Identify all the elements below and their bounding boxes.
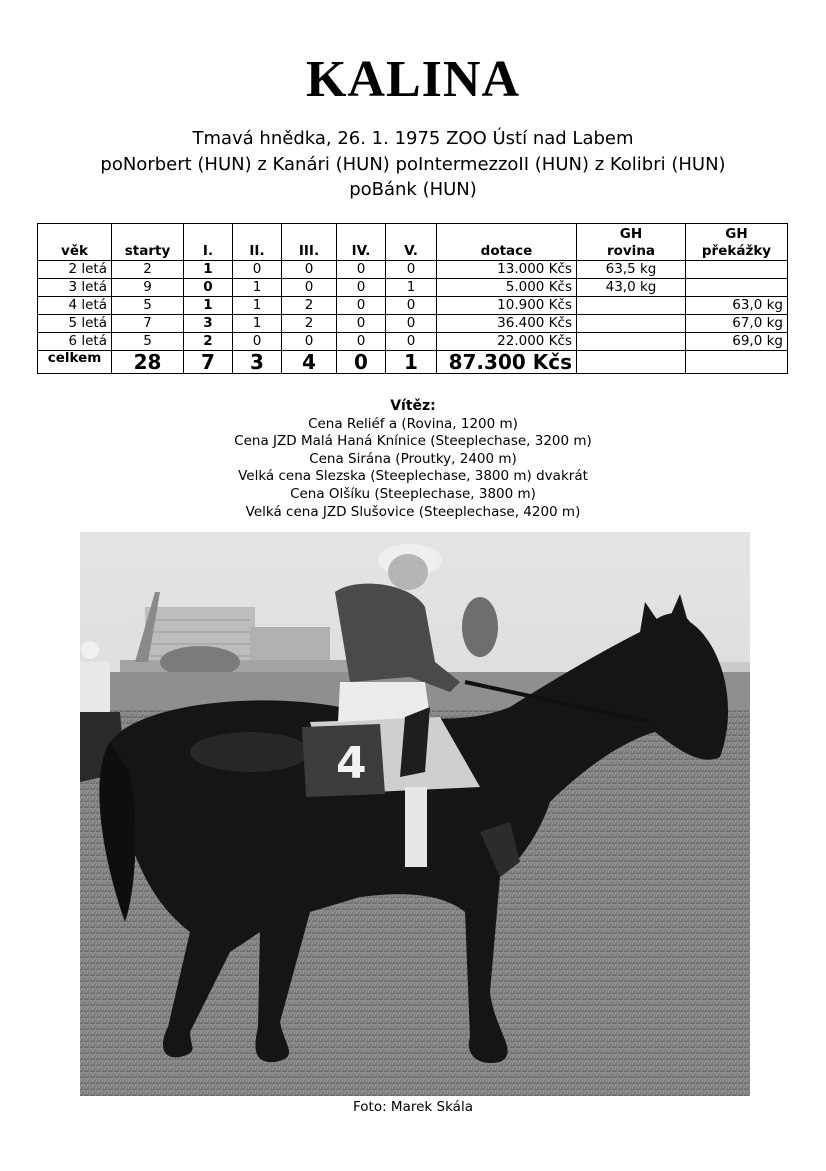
- table-cell: 0: [386, 333, 437, 351]
- table-cell: 63,5 kg: [577, 261, 686, 279]
- table-row: [38, 297, 788, 315]
- table-cell: 1: [233, 315, 282, 333]
- victory-item: Cena Reliéf a (Rovina, 1200 m): [308, 415, 518, 432]
- header-fourth: IV.: [337, 224, 386, 261]
- table-cell: 9: [112, 279, 184, 297]
- table-cell: 7: [112, 315, 184, 333]
- table-cell: [577, 297, 686, 315]
- victory-item: Velká cena JZD Slušovice (Steeplechase, 4200 m): [245, 503, 581, 520]
- header-prize: dotace: [437, 224, 577, 261]
- table-cell: 2 letá: [38, 261, 112, 279]
- pedigree-line-2: poBánk (HUN): [349, 179, 477, 200]
- race-record-table: [37, 223, 788, 374]
- total-cell: celkem: [38, 351, 112, 374]
- table-cell: 3 letá: [38, 279, 112, 297]
- table-cell: 0: [337, 297, 386, 315]
- header-gh-flat: GH rovina: [577, 224, 686, 261]
- total-cell: 28: [112, 351, 184, 374]
- table-cell: 0: [233, 261, 282, 279]
- table-cell: 0: [233, 333, 282, 351]
- total-cell: 7: [184, 351, 233, 374]
- table-cell: 5 letá: [38, 315, 112, 333]
- table-cell: 5: [112, 297, 184, 315]
- header-second: II.: [233, 224, 282, 261]
- table-cell: 2: [282, 315, 337, 333]
- table-header-row: [38, 224, 788, 261]
- pedigree-line: poNorbert (HUN) z Kanári (HUN) poIntermezzoII (HUN) z Kolibri (HUN): [100, 154, 726, 175]
- table-cell: [577, 315, 686, 333]
- table-cell: 0: [337, 315, 386, 333]
- table-cell: 0: [282, 279, 337, 297]
- table-total-row: [38, 351, 788, 374]
- victory-item: Cena Sirána (Proutky, 2400 m): [309, 450, 517, 467]
- table-cell: 0: [337, 333, 386, 351]
- horse-info-line: Tmavá hnědka, 26. 1. 1975 ZOO Ústí nad Labem: [192, 128, 634, 149]
- table-cell: 2: [112, 261, 184, 279]
- victory-item: Cena JZD Malá Haná Knínice (Steeplechase, 3200 m): [234, 433, 592, 450]
- table-cell: 5.000 Kčs: [437, 279, 577, 297]
- table-cell: [686, 279, 788, 297]
- table-row: [38, 261, 788, 279]
- table-cell: 6 letá: [38, 333, 112, 351]
- table-cell: 0: [386, 261, 437, 279]
- table-cell: 0: [184, 279, 233, 297]
- table-cell: 67,0 kg: [686, 315, 788, 333]
- table-cell: 69,0 kg: [686, 333, 788, 351]
- total-cell: 3: [233, 351, 282, 374]
- header-third: III.: [282, 224, 337, 261]
- total-cell: [577, 351, 686, 374]
- table-cell: 3: [184, 315, 233, 333]
- saddle-number: 4: [336, 738, 367, 789]
- victory-item: Velká cena Slezska (Steeplechase, 3800 m) dvakrát: [238, 468, 588, 485]
- table-cell: 0: [282, 333, 337, 351]
- table-row: [38, 279, 788, 297]
- table-cell: 1: [233, 297, 282, 315]
- table-cell: [686, 261, 788, 279]
- table-cell: 5: [112, 333, 184, 351]
- table-cell: 10.900 Kčs: [437, 297, 577, 315]
- table-cell: 0: [386, 297, 437, 315]
- table-cell: 0: [282, 261, 337, 279]
- header-starts: starty: [112, 224, 184, 261]
- header-gh-jumps: GH překážky: [686, 224, 788, 261]
- table-cell: 2: [282, 297, 337, 315]
- total-cell: 87.300 Kčs: [437, 351, 577, 374]
- header-fifth: V.: [386, 224, 437, 261]
- total-cell: 1: [386, 351, 437, 374]
- total-cell: 0: [337, 351, 386, 374]
- total-cell: [686, 351, 788, 374]
- page-title: KALINA: [305, 51, 521, 108]
- table-cell: 4 letá: [38, 297, 112, 315]
- table-cell: 36.400 Kčs: [437, 315, 577, 333]
- table-row: [38, 315, 788, 333]
- horse-photo: [80, 532, 750, 1096]
- table-cell: 0: [337, 279, 386, 297]
- victories-list: [0, 398, 826, 521]
- victory-item: Cena Olšíku (Steeplechase, 3800 m): [290, 485, 536, 502]
- table-cell: 1: [233, 279, 282, 297]
- total-cell: 4: [282, 351, 337, 374]
- table-cell: 2: [184, 333, 233, 351]
- photo-caption: Foto: Marek Skála: [353, 1099, 473, 1115]
- table-cell: [577, 333, 686, 351]
- header-age: věk: [38, 224, 112, 261]
- table-cell: 43,0 kg: [577, 279, 686, 297]
- victories-heading: Vítěz:: [390, 398, 436, 414]
- header-first: I.: [184, 224, 233, 261]
- table-cell: 1: [386, 279, 437, 297]
- table-cell: 22.000 Kčs: [437, 333, 577, 351]
- table-cell: 0: [386, 315, 437, 333]
- table-cell: 1: [184, 297, 233, 315]
- table-cell: 63,0 kg: [686, 297, 788, 315]
- table-cell: 0: [337, 261, 386, 279]
- table-cell: 1: [184, 261, 233, 279]
- table-cell: 13.000 Kčs: [437, 261, 577, 279]
- table-row: [38, 333, 788, 351]
